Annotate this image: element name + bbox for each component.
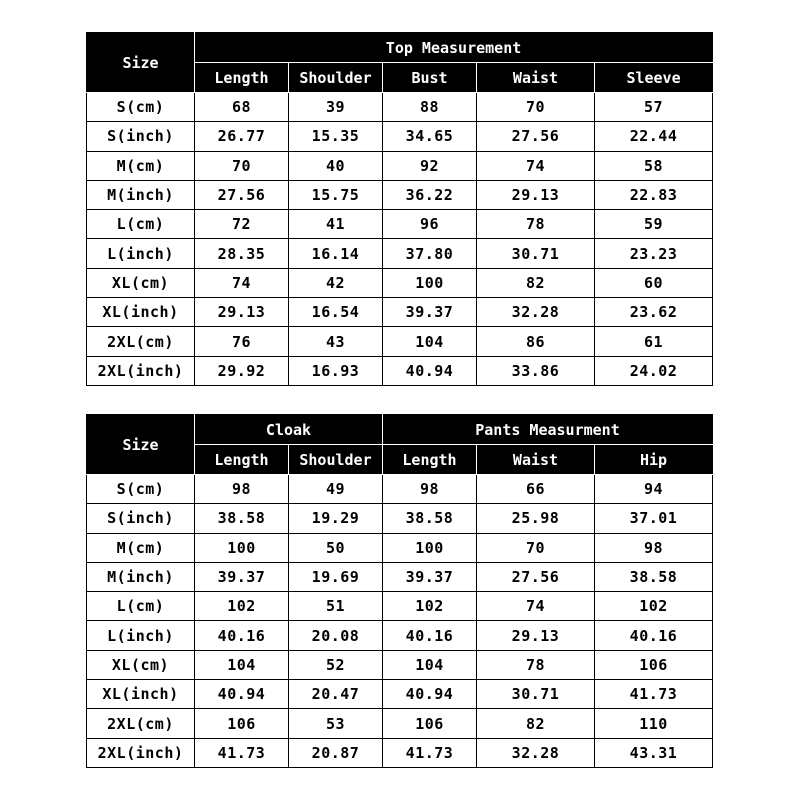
measurement-cell: 23.23 bbox=[595, 239, 713, 268]
measurement-cell: 106 bbox=[383, 709, 477, 738]
measurement-cell: 57 bbox=[595, 93, 713, 122]
measurement-cell: 106 bbox=[595, 650, 713, 679]
measurement-cell: 32.28 bbox=[477, 298, 595, 327]
measurement-cell: 36.22 bbox=[383, 180, 477, 209]
measurement-cell: 23.62 bbox=[595, 298, 713, 327]
measurement-cell: 40.94 bbox=[195, 680, 289, 709]
column-header-pants-waist: Waist bbox=[477, 445, 595, 475]
measurement-cell: 52 bbox=[289, 650, 383, 679]
measurement-cell: 38.58 bbox=[383, 504, 477, 533]
measurement-cell: 39.37 bbox=[383, 562, 477, 591]
measurement-cell: 78 bbox=[477, 650, 595, 679]
measurement-cell: 29.13 bbox=[477, 621, 595, 650]
column-header-cloak-shoulder: Shoulder bbox=[289, 445, 383, 475]
measurement-cell: 20.87 bbox=[289, 738, 383, 767]
table-row bbox=[87, 709, 713, 738]
measurement-cell: 74 bbox=[195, 268, 289, 297]
size-cell: XL(cm) bbox=[87, 650, 195, 679]
table-row bbox=[87, 621, 713, 650]
measurement-cell: 20.08 bbox=[289, 621, 383, 650]
measurement-cell: 82 bbox=[477, 268, 595, 297]
size-header: Size bbox=[87, 415, 195, 475]
table-row bbox=[87, 738, 713, 767]
measurement-cell: 15.75 bbox=[289, 180, 383, 209]
measurement-cell: 98 bbox=[595, 533, 713, 562]
measurement-cell: 16.54 bbox=[289, 298, 383, 327]
measurement-cell: 16.14 bbox=[289, 239, 383, 268]
size-cell: M(inch) bbox=[87, 562, 195, 591]
measurement-cell: 39 bbox=[289, 93, 383, 122]
size-cell: M(inch) bbox=[87, 180, 195, 209]
size-cell: 2XL(inch) bbox=[87, 356, 195, 385]
measurement-cell: 37.01 bbox=[595, 504, 713, 533]
size-cell: S(cm) bbox=[87, 93, 195, 122]
measurement-cell: 92 bbox=[383, 151, 477, 180]
column-header-sleeve: Sleeve bbox=[595, 63, 713, 93]
measurement-cell: 102 bbox=[595, 592, 713, 621]
column-header-length: Length bbox=[195, 63, 289, 93]
table-row bbox=[87, 592, 713, 621]
measurement-cell: 19.29 bbox=[289, 504, 383, 533]
measurement-cell: 106 bbox=[195, 709, 289, 738]
size-cell: M(cm) bbox=[87, 533, 195, 562]
column-header-shoulder: Shoulder bbox=[289, 63, 383, 93]
measurement-cell: 100 bbox=[383, 533, 477, 562]
measurement-cell: 26.77 bbox=[195, 122, 289, 151]
table-row bbox=[87, 93, 713, 122]
size-cell: S(inch) bbox=[87, 122, 195, 151]
table-row bbox=[87, 327, 713, 356]
measurement-cell: 42 bbox=[289, 268, 383, 297]
measurement-cell: 41 bbox=[289, 210, 383, 239]
measurement-cell: 104 bbox=[383, 327, 477, 356]
table-row bbox=[87, 650, 713, 679]
size-cell: L(cm) bbox=[87, 210, 195, 239]
measurement-cell: 43 bbox=[289, 327, 383, 356]
table-row bbox=[87, 268, 713, 297]
measurement-cell: 39.37 bbox=[383, 298, 477, 327]
measurement-cell: 104 bbox=[195, 650, 289, 679]
measurement-cell: 58 bbox=[595, 151, 713, 180]
measurement-cell: 30.71 bbox=[477, 680, 595, 709]
size-cell: 2XL(cm) bbox=[87, 327, 195, 356]
table-row bbox=[87, 298, 713, 327]
measurement-cell: 94 bbox=[595, 475, 713, 504]
measurement-cell: 40.16 bbox=[595, 621, 713, 650]
measurement-cell: 74 bbox=[477, 151, 595, 180]
measurement-cell: 59 bbox=[595, 210, 713, 239]
measurement-cell: 102 bbox=[383, 592, 477, 621]
measurement-cell: 41.73 bbox=[383, 738, 477, 767]
table-row bbox=[87, 562, 713, 591]
measurement-cell: 29.92 bbox=[195, 356, 289, 385]
measurement-cell: 88 bbox=[383, 93, 477, 122]
measurement-cell: 43.31 bbox=[595, 738, 713, 767]
measurement-cell: 70 bbox=[195, 151, 289, 180]
measurement-cell: 61 bbox=[595, 327, 713, 356]
measurement-cell: 20.47 bbox=[289, 680, 383, 709]
cloak-pants-measurement-table bbox=[86, 414, 713, 768]
measurement-cell: 41.73 bbox=[195, 738, 289, 767]
table-row bbox=[87, 151, 713, 180]
measurement-cell: 60 bbox=[595, 268, 713, 297]
measurement-cell: 29.13 bbox=[195, 298, 289, 327]
column-header-pants-length: Length bbox=[383, 445, 477, 475]
measurement-cell: 22.44 bbox=[595, 122, 713, 151]
top-table-body bbox=[87, 93, 713, 386]
measurement-cell: 25.98 bbox=[477, 504, 595, 533]
column-header-pants-hip: Hip bbox=[595, 445, 713, 475]
table-row bbox=[87, 239, 713, 268]
measurement-cell: 27.56 bbox=[477, 122, 595, 151]
column-header-waist: Waist bbox=[477, 63, 595, 93]
pants-measurement-header: Pants Measurment bbox=[383, 415, 713, 445]
measurement-cell: 38.58 bbox=[195, 504, 289, 533]
measurement-cell: 76 bbox=[195, 327, 289, 356]
measurement-cell: 70 bbox=[477, 93, 595, 122]
size-cell: 2XL(cm) bbox=[87, 709, 195, 738]
measurement-cell: 98 bbox=[383, 475, 477, 504]
measurement-cell: 66 bbox=[477, 475, 595, 504]
measurement-cell: 37.80 bbox=[383, 239, 477, 268]
measurement-cell: 15.35 bbox=[289, 122, 383, 151]
measurement-cell: 27.56 bbox=[477, 562, 595, 591]
column-header-bust: Bust bbox=[383, 63, 477, 93]
table-row bbox=[87, 504, 713, 533]
measurement-cell: 78 bbox=[477, 210, 595, 239]
measurement-cell: 86 bbox=[477, 327, 595, 356]
measurement-cell: 32.28 bbox=[477, 738, 595, 767]
measurement-cell: 98 bbox=[195, 475, 289, 504]
size-cell: M(cm) bbox=[87, 151, 195, 180]
measurement-cell: 40 bbox=[289, 151, 383, 180]
table-row bbox=[87, 680, 713, 709]
size-cell: L(inch) bbox=[87, 239, 195, 268]
measurement-cell: 40.16 bbox=[195, 621, 289, 650]
measurement-cell: 53 bbox=[289, 709, 383, 738]
measurement-cell: 70 bbox=[477, 533, 595, 562]
measurement-cell: 40.94 bbox=[383, 680, 477, 709]
top-measurement-header: Top Measurement bbox=[195, 33, 713, 63]
measurement-cell: 41.73 bbox=[595, 680, 713, 709]
measurement-cell: 72 bbox=[195, 210, 289, 239]
size-cell: S(cm) bbox=[87, 475, 195, 504]
table-row bbox=[87, 533, 713, 562]
measurement-cell: 40.94 bbox=[383, 356, 477, 385]
measurement-cell: 24.02 bbox=[595, 356, 713, 385]
measurement-cell: 28.35 bbox=[195, 239, 289, 268]
measurement-cell: 96 bbox=[383, 210, 477, 239]
table-row bbox=[87, 122, 713, 151]
measurement-cell: 38.58 bbox=[595, 562, 713, 591]
measurement-cell: 104 bbox=[383, 650, 477, 679]
column-header-cloak-length: Length bbox=[195, 445, 289, 475]
measurement-cell: 27.56 bbox=[195, 180, 289, 209]
measurement-cell: 100 bbox=[383, 268, 477, 297]
size-cell: XL(inch) bbox=[87, 680, 195, 709]
measurement-cell: 110 bbox=[595, 709, 713, 738]
measurement-cell: 16.93 bbox=[289, 356, 383, 385]
measurement-cell: 100 bbox=[195, 533, 289, 562]
table-row bbox=[87, 475, 713, 504]
header-row-group bbox=[87, 33, 713, 63]
measurement-cell: 34.65 bbox=[383, 122, 477, 151]
measurement-cell: 50 bbox=[289, 533, 383, 562]
header-row-group bbox=[87, 415, 713, 445]
size-cell: S(inch) bbox=[87, 504, 195, 533]
measurement-cell: 102 bbox=[195, 592, 289, 621]
size-header: Size bbox=[87, 33, 195, 93]
measurement-cell: 39.37 bbox=[195, 562, 289, 591]
measurement-cell: 19.69 bbox=[289, 562, 383, 591]
measurement-cell: 49 bbox=[289, 475, 383, 504]
measurement-cell: 30.71 bbox=[477, 239, 595, 268]
size-cell: 2XL(inch) bbox=[87, 738, 195, 767]
measurement-cell: 22.83 bbox=[595, 180, 713, 209]
size-cell: L(cm) bbox=[87, 592, 195, 621]
table-row bbox=[87, 180, 713, 209]
table-row bbox=[87, 210, 713, 239]
measurement-cell: 40.16 bbox=[383, 621, 477, 650]
size-cell: XL(inch) bbox=[87, 298, 195, 327]
size-cell: XL(cm) bbox=[87, 268, 195, 297]
measurement-cell: 51 bbox=[289, 592, 383, 621]
measurement-cell: 29.13 bbox=[477, 180, 595, 209]
top-measurement-table bbox=[86, 32, 713, 386]
measurement-cell: 74 bbox=[477, 592, 595, 621]
measurement-cell: 68 bbox=[195, 93, 289, 122]
measurement-cell: 82 bbox=[477, 709, 595, 738]
cloak-header: Cloak bbox=[195, 415, 383, 445]
table-row bbox=[87, 356, 713, 385]
bottom-table-body bbox=[87, 475, 713, 768]
size-cell: L(inch) bbox=[87, 621, 195, 650]
measurement-cell: 33.86 bbox=[477, 356, 595, 385]
